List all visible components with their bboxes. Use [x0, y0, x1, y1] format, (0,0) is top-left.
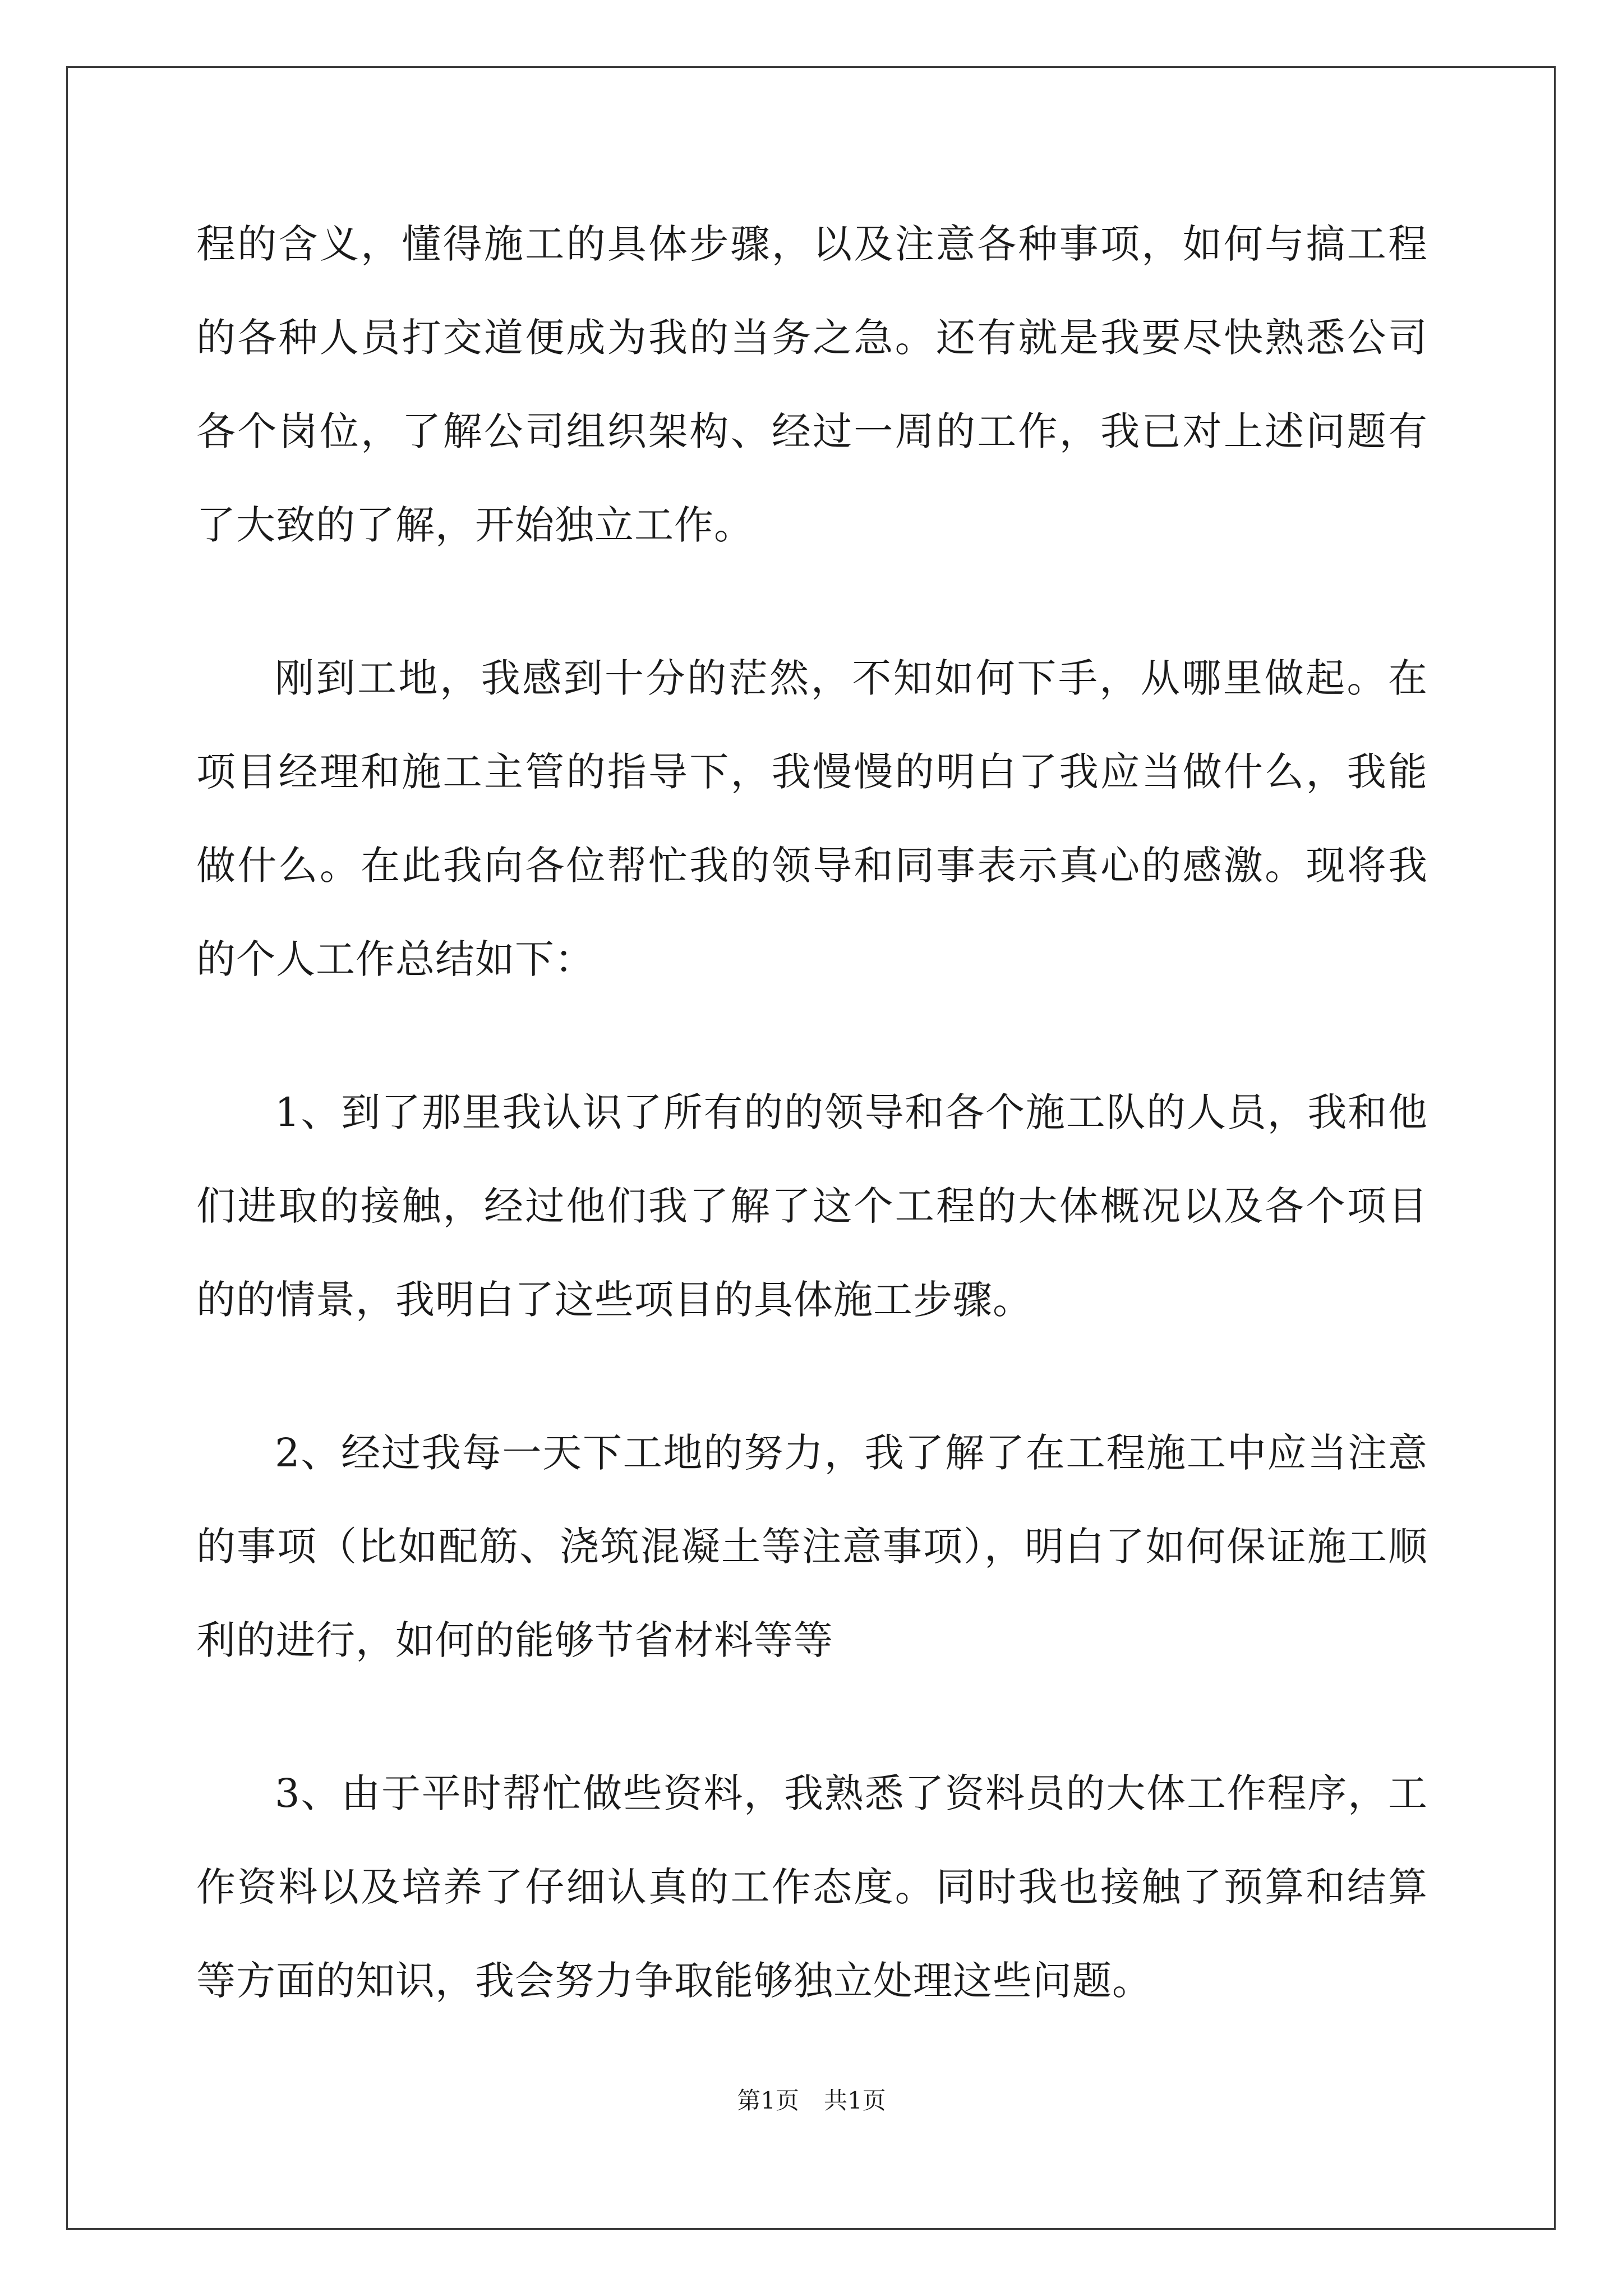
- page-total: 共1页: [824, 2087, 886, 2114]
- paragraph-item-1: 1、到了那里我认识了所有的的领导和各个施工队的人员，我和他们进取的接触，经过他们我了解了这个工程的大体概况以及各个项目的的情景，我明白了这些项目的具体施工步骤。: [196, 1089, 1428, 1323]
- paragraph-item-2: 2、经过我每一天下工地的努力，我了解了在工程施工中应当注意的事项（比如配筋、浇筑混凝土等注意事项），明白了如何保证施工顺利的进行，如何的能够节省材料等等: [196, 1430, 1428, 1663]
- paragraph-item-3: 3、由于平时帮忙做些资料，我熟悉了资料员的大体工作程序，工作资料以及培养了仔细认真的工作态度。同时我也接触了预算和结算等方面的知识，我会努力争取能够独立处理这些问题。: [196, 1770, 1428, 2004]
- paragraph-continuation: 程的含义，懂得施工的具体步骤，以及注意各种事项，如何与搞工程的各种人员打交道便成为我的当务之急。还有就是我要尽快熟悉公司各个岗位，了解公司组织架构、经过一周的工作，我已对上述问题有了大致的了解，开始独立工作。: [196, 221, 1428, 548]
- page-number: 第1页: [737, 2087, 799, 2114]
- paragraph-arrival: 刚到工地，我感到十分的茫然，不知如何下手，从哪里做起。在项目经理和施工主管的指导下，我慢慢的明白了我应当做什么，我能做什么。在此我向各位帮忙我的领导和同事表示真心的感激。现将我的个人工作总结如下：: [196, 655, 1428, 982]
- page-footer: [0, 2082, 1623, 2116]
- document-body: [196, 197, 1428, 2087]
